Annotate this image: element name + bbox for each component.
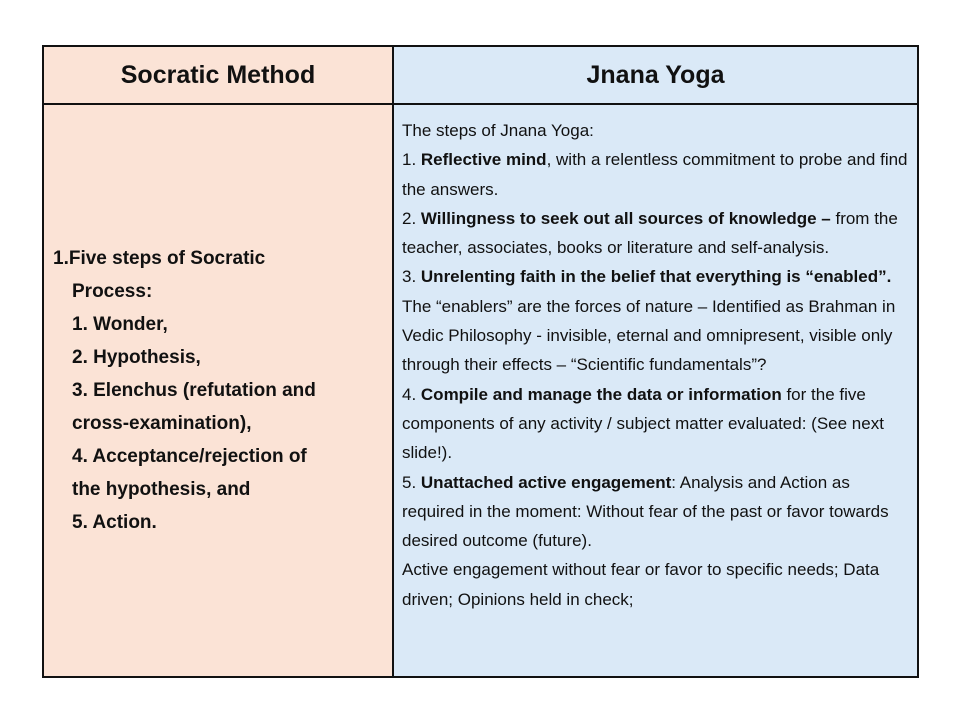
socratic-line: 3. Elenchus (refutation and [72,380,316,401]
step-text: for the five components of any activity / subject matter evaluated: (See next slide!). [402,384,884,463]
step-number: 2. [402,208,421,228]
header-socratic-method-text: Socratic Method [120,60,316,89]
socratic-line: the hypothesis, and [72,479,251,500]
step-number: 1. [402,150,421,170]
socratic-line: 1.Five steps of Socratic [53,248,266,269]
socratic-line: cross-examination), [72,413,252,434]
step-bold-text: Willingness to seek out all sources of knowledge – [420,208,831,228]
step-bold-text: Reflective mind [420,150,547,170]
socratic-line: 5. Action. [72,512,157,533]
jnana-step-2 [402,204,911,263]
header-socratic-method [44,47,394,105]
socratic-line: 1. Wonder, [72,314,168,335]
jnana-step-3 [402,262,911,379]
header-jnana-yoga [394,47,917,105]
socratic-method-cell [44,105,394,676]
jnana-step-1 [402,145,911,204]
step-bold-text: Unattached active engagement [420,472,672,492]
step-bold-text: Unrelenting faith in the belief that everything is “enabled”. [420,267,892,287]
step-number: 4. [402,384,421,404]
step-number: 3. [402,267,421,287]
socratic-line: 2. Hypothesis, [72,347,201,368]
comparison-table [42,45,919,678]
step-text: , with a relentless commitment to probe and find the answers. [402,150,908,199]
step-text: The “enablers” are the forces of nature – Identified as Brahman in Vedic Philosophy - invisible, eternal and omnipresent, visible only through their effects – “Scientific fundamentals”? [402,296,896,375]
jnana-step-5 [402,468,911,556]
step-number: 5. [402,472,421,492]
jnana-closing: Active engagement without fear or favor to specific needs; Data driven; Opinions held in check; [402,560,880,609]
jnana-yoga-cell [394,105,917,676]
socratic-line: Process: [72,281,153,302]
step-text: : Analysis and Action as required in the moment: Without fear of the past or favor towards desired outcome (future). [402,472,889,551]
header-jnana-yoga-text: Jnana Yoga [586,60,725,89]
socratic-line: 4. Acceptance/rejection of [72,446,307,467]
step-bold-text: Compile and manage the data or information [420,384,782,404]
jnana-step-4 [402,380,911,468]
socratic-steps-list [53,242,316,539]
jnana-intro: The steps of Jnana Yoga: [402,121,594,140]
step-text: from the teacher, associates, books or literature and self-analysis. [402,208,898,258]
